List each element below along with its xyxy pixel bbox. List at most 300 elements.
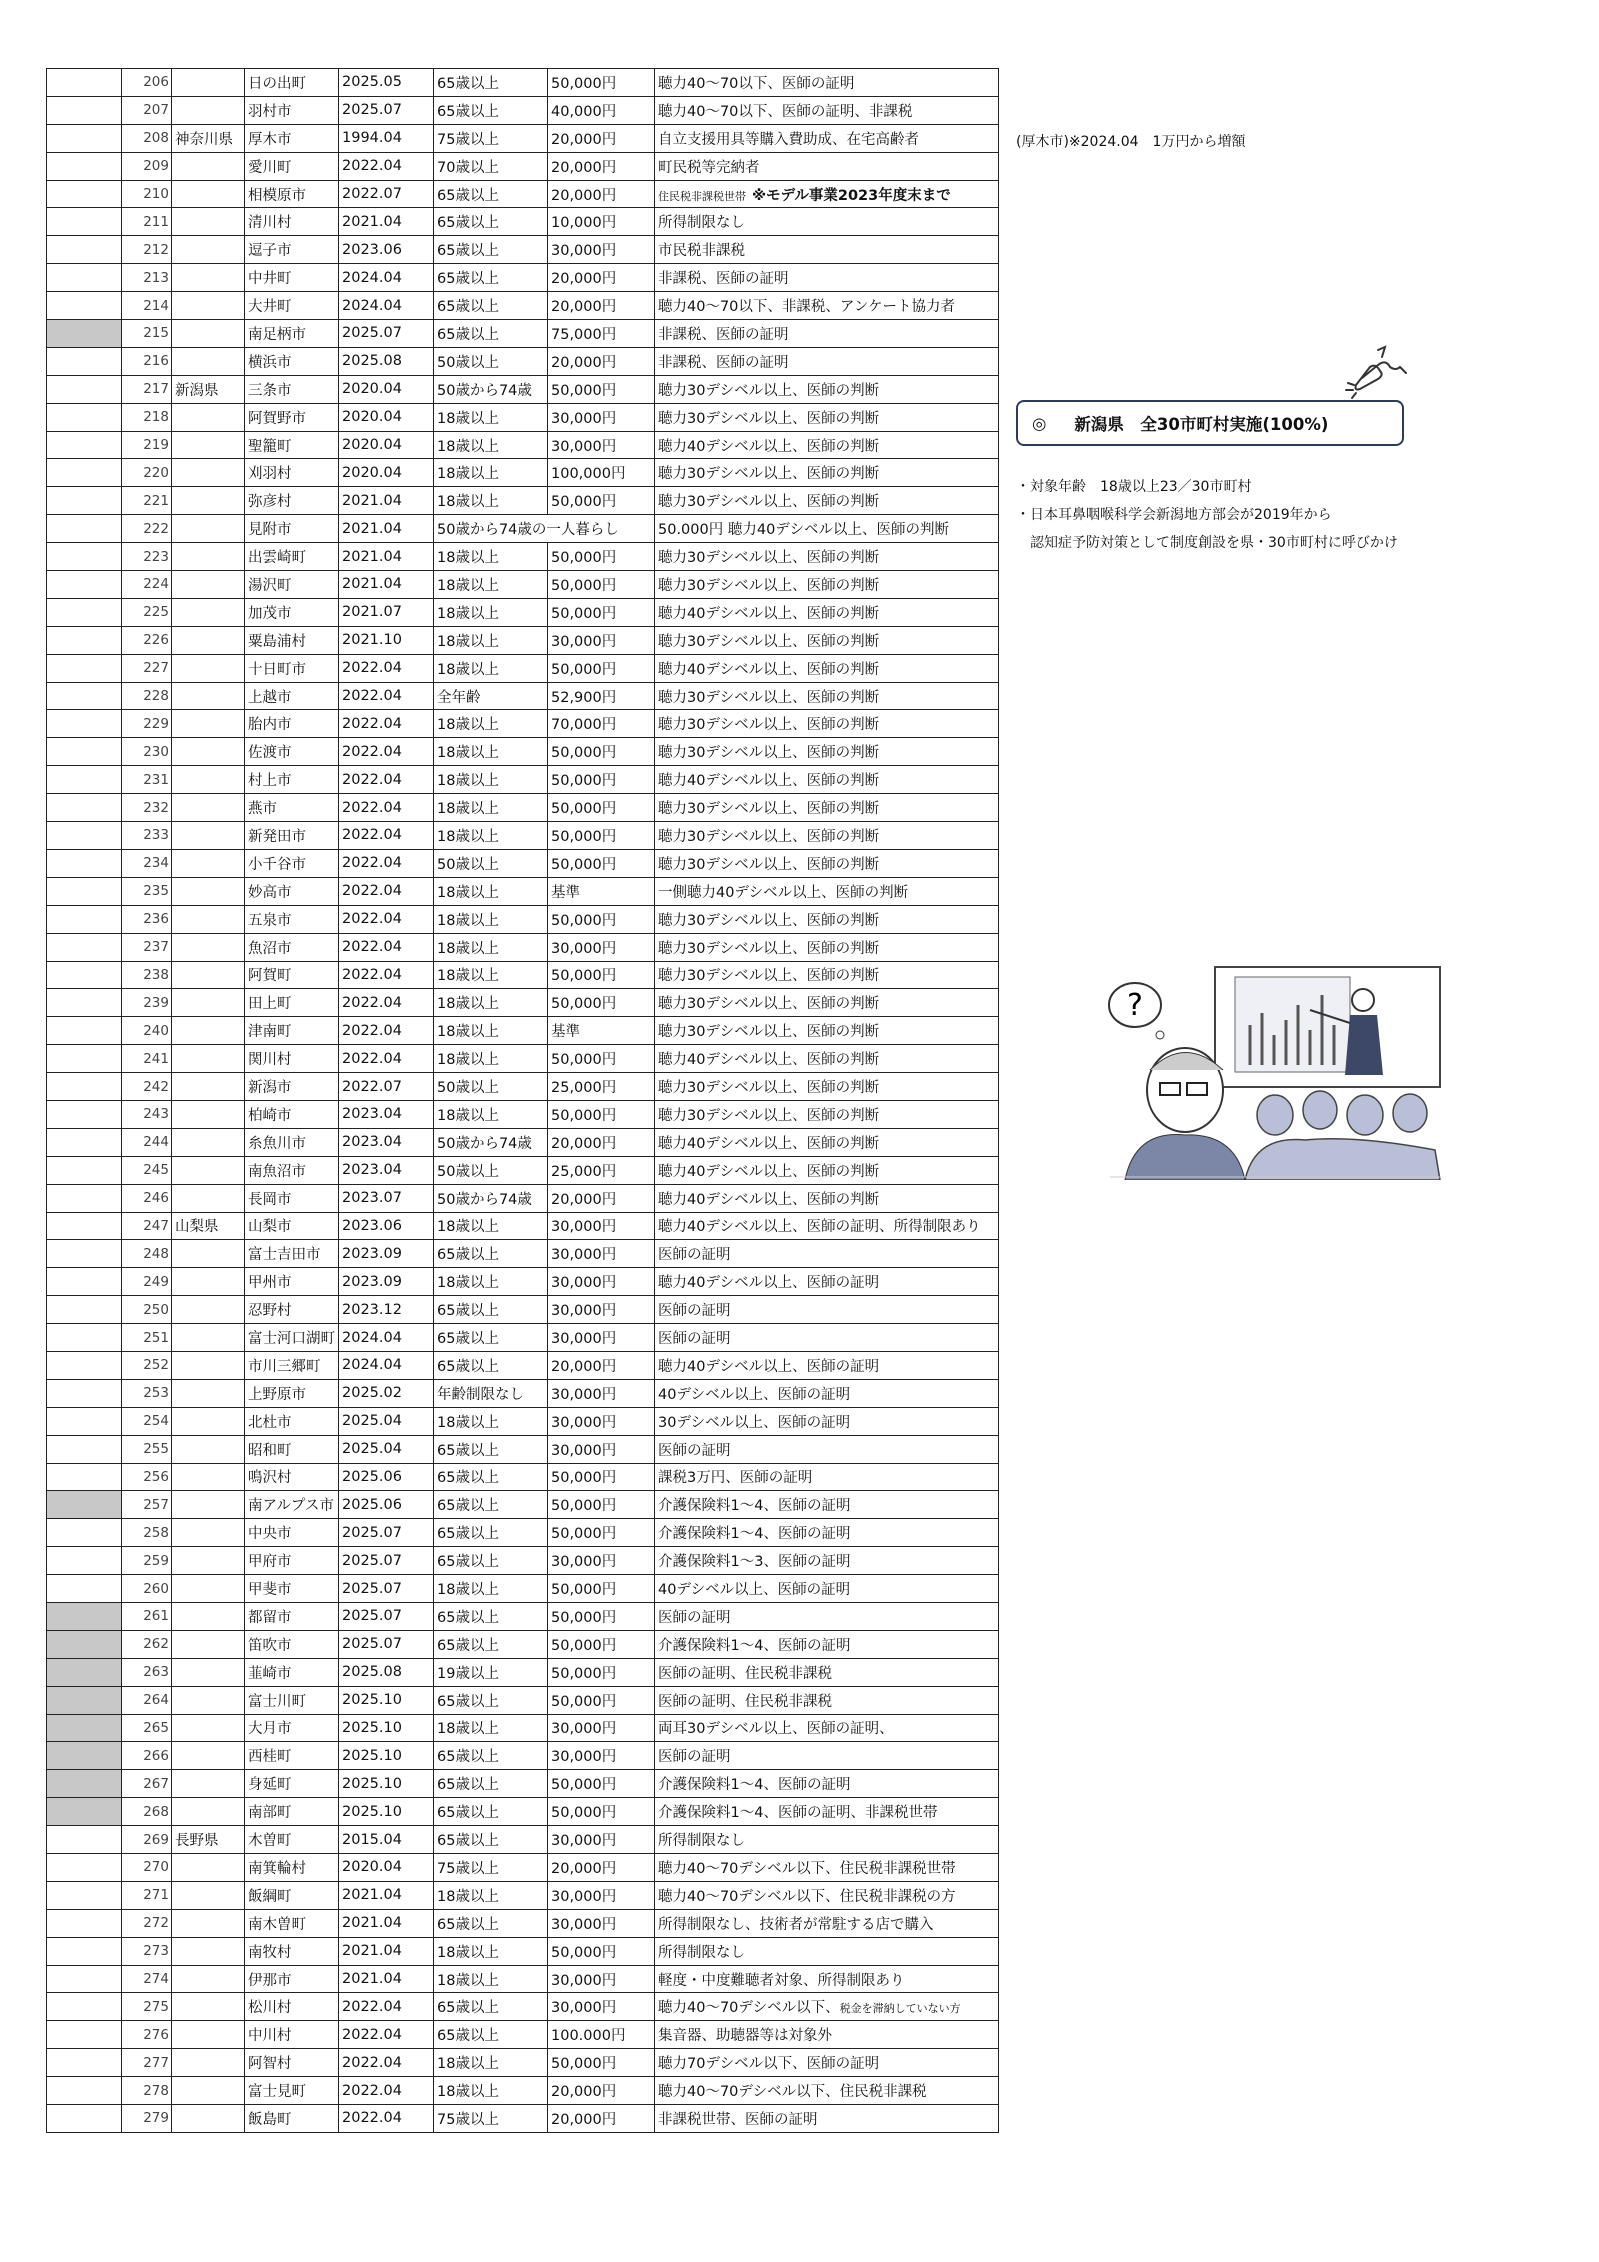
conditions-cell xyxy=(655,933,999,961)
row-number: 214 xyxy=(122,292,172,320)
row-marker xyxy=(47,96,122,124)
table-row xyxy=(47,1575,999,1603)
row-marker xyxy=(47,69,122,97)
amount-cell: 50,000円 xyxy=(548,69,655,97)
conditions-cell xyxy=(655,905,999,933)
row-marker xyxy=(47,1156,122,1184)
row-number: 272 xyxy=(122,1909,172,1937)
row-number: 219 xyxy=(122,431,172,459)
row-marker xyxy=(47,1240,122,1268)
eligible-age-cell: 18歳以上 xyxy=(434,1045,548,1073)
conditions-text: 聴力30デシベル以上、医師の判断 xyxy=(658,577,880,594)
municipality-cell: 富士河口湖町 xyxy=(245,1324,339,1352)
prefecture-cell xyxy=(172,571,245,599)
start-date-cell: 2020.04 xyxy=(339,375,434,403)
table-row xyxy=(47,1463,999,1491)
conditions-text: 集音器、助聴器等は対象外 xyxy=(658,2028,832,2045)
prefecture-cell xyxy=(172,2105,245,2133)
amount-cell: 50,000円 xyxy=(548,1770,655,1798)
conditions-text: 聴力30デシベル以上、医師の判断 xyxy=(658,1080,880,1096)
row-number: 225 xyxy=(122,598,172,626)
eligible-age-cell: 65歳以上 xyxy=(434,1993,548,2021)
amount-cell: 50,000円 xyxy=(548,794,655,822)
row-number: 237 xyxy=(122,933,172,961)
conditions-cell xyxy=(655,2049,999,2077)
table-row xyxy=(47,1379,999,1407)
start-date-cell: 2022.04 xyxy=(339,877,434,905)
prefecture-cell: 神奈川県 xyxy=(172,124,245,152)
municipality-cell: 田上町 xyxy=(245,989,339,1017)
table-row xyxy=(47,292,999,320)
conditions-cell xyxy=(655,1686,999,1714)
table-row xyxy=(47,236,999,264)
municipality-cell: 日の出町 xyxy=(245,69,339,97)
eligible-age-cell: 18歳以上 xyxy=(434,1407,548,1435)
amount-cell: 50,000円 xyxy=(548,487,655,515)
conditions-text: 聴力40デシベル以上、医師の判断 xyxy=(658,1135,880,1152)
row-number: 241 xyxy=(122,1045,172,1073)
table-row xyxy=(47,1435,999,1463)
table-row xyxy=(47,375,999,403)
start-date-cell: 2022.04 xyxy=(339,1993,434,2021)
start-date-cell: 2021.07 xyxy=(339,598,434,626)
prefecture-cell xyxy=(172,264,245,292)
conditions-cell xyxy=(655,1017,999,1045)
conditions-text: 聴力40～70以下、医師の証明、非課税 xyxy=(658,103,913,120)
conditions-text: 非課税、医師の証明 xyxy=(658,271,789,288)
table-row xyxy=(47,2077,999,2105)
row-number: 260 xyxy=(122,1575,172,1603)
start-date-cell: 2023.06 xyxy=(339,236,434,264)
row-marker xyxy=(47,1881,122,1909)
amount-cell: 50,000円 xyxy=(548,766,655,794)
conditions-cell xyxy=(655,989,999,1017)
row-marker xyxy=(47,933,122,961)
conditions-cell xyxy=(655,1826,999,1854)
start-date-cell: 2025.07 xyxy=(339,1602,434,1630)
table-row xyxy=(47,710,999,738)
amount-cell: 基準 xyxy=(548,1017,655,1045)
amount-cell: 30,000円 xyxy=(548,1324,655,1352)
table-row xyxy=(47,124,999,152)
conditions-text: 聴力40デシベル以上、医師の判断 xyxy=(658,1163,880,1180)
prefecture-cell xyxy=(172,1547,245,1575)
table-row xyxy=(47,543,999,571)
amount-cell: 20,000円 xyxy=(548,1184,655,1212)
conditions-cell xyxy=(655,1184,999,1212)
eligible-age-cell: 50歳から74歳の一人暮らし xyxy=(434,515,655,543)
conditions-text: 40デシベル以上、医師の証明 xyxy=(658,1386,851,1403)
prefecture-cell xyxy=(172,292,245,320)
prefecture-cell xyxy=(172,1686,245,1714)
amount-cell: 25,000円 xyxy=(548,1156,655,1184)
start-date-cell: 2025.07 xyxy=(339,1630,434,1658)
conditions-text: 聴力40～70デシベル以下、住民税非課税の方 xyxy=(658,1888,956,1905)
eligible-age-cell: 50歳から74歳 xyxy=(434,375,548,403)
start-date-cell: 2025.02 xyxy=(339,1379,434,1407)
amount-cell: 30,000円 xyxy=(548,1993,655,2021)
row-number: 239 xyxy=(122,989,172,1017)
municipality-cell: 湯沢町 xyxy=(245,571,339,599)
row-number: 255 xyxy=(122,1435,172,1463)
eligible-age-cell: 18歳以上 xyxy=(434,403,548,431)
prefecture-cell xyxy=(172,1881,245,1909)
prefecture-cell xyxy=(172,1435,245,1463)
conditions-text: 介護保険料1～4、医師の証明 xyxy=(658,1637,851,1654)
conditions-text: 聴力40デシベル以上、医師の判断 xyxy=(658,773,880,790)
row-marker xyxy=(47,1909,122,1937)
start-date-cell: 2020.04 xyxy=(339,431,434,459)
conditions-cell xyxy=(655,766,999,794)
municipality-cell: 上野原市 xyxy=(245,1379,339,1407)
start-date-cell: 2020.04 xyxy=(339,403,434,431)
prefecture-cell xyxy=(172,1240,245,1268)
municipality-cell: 出雲崎町 xyxy=(245,543,339,571)
prefecture-cell xyxy=(172,1268,245,1296)
municipality-cell: 弥彦村 xyxy=(245,487,339,515)
prefecture-cell xyxy=(172,543,245,571)
municipality-cell: 富士吉田市 xyxy=(245,1240,339,1268)
table-row xyxy=(47,264,999,292)
start-date-cell: 2022.07 xyxy=(339,1073,434,1101)
municipality-cell: 逗子市 xyxy=(245,236,339,264)
conditions-cell xyxy=(655,431,999,459)
municipality-cell: 糸魚川市 xyxy=(245,1128,339,1156)
row-number: 242 xyxy=(122,1073,172,1101)
row-number: 271 xyxy=(122,1881,172,1909)
prefecture-cell xyxy=(172,1407,245,1435)
row-marker xyxy=(47,1184,122,1212)
amount-cell: 75,000円 xyxy=(548,320,655,348)
conditions-cell xyxy=(655,152,999,180)
conditions-cell xyxy=(655,1100,999,1128)
presenter-body xyxy=(1345,1015,1383,1075)
municipality-cell: 南箕輪村 xyxy=(245,1854,339,1882)
row-number: 223 xyxy=(122,543,172,571)
amount-cell: 50,000円 xyxy=(548,543,655,571)
conditions-remark: 税金を滞納していない方 xyxy=(839,2002,961,2016)
table-row xyxy=(47,1407,999,1435)
row-number: 234 xyxy=(122,849,172,877)
row-marker xyxy=(47,459,122,487)
row-marker xyxy=(47,1351,122,1379)
amount-cell: 50,000円 xyxy=(548,1491,655,1519)
table-row xyxy=(47,1296,999,1324)
start-date-cell: 2025.04 xyxy=(339,1407,434,1435)
prefecture-cell xyxy=(172,1379,245,1407)
prefecture-cell xyxy=(172,989,245,1017)
eligible-age-cell: 18歳以上 xyxy=(434,877,548,905)
amount-cell: 30,000円 xyxy=(548,431,655,459)
eligible-age-cell: 65歳以上 xyxy=(434,1435,548,1463)
table-row xyxy=(47,1156,999,1184)
start-date-cell: 2025.07 xyxy=(339,1519,434,1547)
table-row xyxy=(47,654,999,682)
row-number: 250 xyxy=(122,1296,172,1324)
conditions-text: 聴力30デシベル以上、医師の判断 xyxy=(658,494,880,511)
start-date-cell: 2023.04 xyxy=(339,1128,434,1156)
start-date-cell: 2022.04 xyxy=(339,1017,434,1045)
prefecture-cell xyxy=(172,1937,245,1965)
conditions-cell xyxy=(655,1351,999,1379)
conditions-cell xyxy=(655,1658,999,1686)
prefecture-cell xyxy=(172,320,245,348)
amount-cell: 20,000円 xyxy=(548,180,655,208)
amount-cell: 20,000円 xyxy=(548,347,655,375)
amount-cell: 50,000円 xyxy=(548,654,655,682)
amount-cell: 30,000円 xyxy=(548,1826,655,1854)
amount-cell: 50,000円 xyxy=(548,849,655,877)
start-date-cell: 2025.07 xyxy=(339,320,434,348)
table-row xyxy=(47,1826,999,1854)
start-date-cell: 2022.04 xyxy=(339,794,434,822)
conditions-cell xyxy=(655,738,999,766)
prefecture-cell xyxy=(172,2049,245,2077)
row-number: 251 xyxy=(122,1324,172,1352)
amount-cell: 50,000円 xyxy=(548,738,655,766)
municipality-cell: 阿智村 xyxy=(245,2049,339,2077)
row-marker xyxy=(47,1017,122,1045)
prefecture-cell xyxy=(172,626,245,654)
table-row xyxy=(47,1100,999,1128)
eligible-age-cell: 65歳以上 xyxy=(434,264,548,292)
conditions-text: 介護保険料1～3、医師の証明 xyxy=(658,1554,851,1571)
amount-cell: 50,000円 xyxy=(548,598,655,626)
row-number: 257 xyxy=(122,1491,172,1519)
eligible-age-cell: 18歳以上 xyxy=(434,431,548,459)
amount-cell: 20,000円 xyxy=(548,152,655,180)
conditions-text: 聴力30デシベル以上、医師の判断 xyxy=(658,689,880,706)
row-number: 240 xyxy=(122,1017,172,1045)
prefecture-cell xyxy=(172,1184,245,1212)
eligible-age-cell: 18歳以上 xyxy=(434,1881,548,1909)
conditions-cell xyxy=(655,1575,999,1603)
row-marker xyxy=(47,1630,122,1658)
row-marker xyxy=(47,1575,122,1603)
question-mark: ? xyxy=(1127,988,1143,1023)
conditions-cell xyxy=(655,375,999,403)
conditions-cell xyxy=(655,1268,999,1296)
start-date-cell: 2025.07 xyxy=(339,1547,434,1575)
table-row xyxy=(47,877,999,905)
eligible-age-cell: 65歳以上 xyxy=(434,1519,548,1547)
row-marker xyxy=(47,1602,122,1630)
row-number: 273 xyxy=(122,1937,172,1965)
conditions-text: 医師の証明 xyxy=(658,1442,731,1459)
prefecture-cell xyxy=(172,2077,245,2105)
row-marker xyxy=(47,989,122,1017)
table-row xyxy=(47,1268,999,1296)
table-row xyxy=(47,2105,999,2133)
conditions-text: 聴力30デシベル以上、医師の判断 xyxy=(658,996,880,1013)
conditions-cell xyxy=(655,1156,999,1184)
municipality-cell: 胎内市 xyxy=(245,710,339,738)
eligible-age-cell: 65歳以上 xyxy=(434,1491,548,1519)
table-row xyxy=(47,487,999,515)
table-row xyxy=(47,1770,999,1798)
municipality-cell: 刈羽村 xyxy=(245,459,339,487)
amount-cell: 50,000円 xyxy=(548,989,655,1017)
municipality-cell: 愛川町 xyxy=(245,152,339,180)
municipality-cell: 加茂市 xyxy=(245,598,339,626)
row-number: 275 xyxy=(122,1993,172,2021)
conditions-cell xyxy=(655,1798,999,1826)
prefecture-cell xyxy=(172,431,245,459)
amount-cell: 50,000円 xyxy=(548,2049,655,2077)
eligible-age-cell: 65歳以上 xyxy=(434,1686,548,1714)
eligible-age-cell: 50歳以上 xyxy=(434,1073,548,1101)
row-number: 235 xyxy=(122,877,172,905)
amount-cell: 30,000円 xyxy=(548,236,655,264)
eligible-age-cell: 65歳以上 xyxy=(434,208,548,236)
conditions-cell xyxy=(655,180,999,208)
prefecture-cell xyxy=(172,710,245,738)
conditions-text: 聴力30デシベル以上、医師の判断 xyxy=(658,912,880,929)
conditions-text: 住民税非課税世帯 xyxy=(658,189,746,203)
eligible-age-cell: 18歳以上 xyxy=(434,1937,548,1965)
conditions-text: 40デシベル以上、医師の証明 xyxy=(658,1582,851,1599)
row-number: 217 xyxy=(122,375,172,403)
amount-cell: 20,000円 xyxy=(548,124,655,152)
amount-cell: 30,000円 xyxy=(548,1547,655,1575)
prefecture-cell xyxy=(172,766,245,794)
row-marker xyxy=(47,403,122,431)
municipality-cell: 昭和町 xyxy=(245,1435,339,1463)
row-marker xyxy=(47,1212,122,1240)
eligible-age-cell: 65歳以上 xyxy=(434,1602,548,1630)
row-number: 278 xyxy=(122,2077,172,2105)
municipality-cell: 燕市 xyxy=(245,794,339,822)
municipality-cell: 大月市 xyxy=(245,1714,339,1742)
start-date-cell: 2021.04 xyxy=(339,515,434,543)
eligible-age-cell: 18歳以上 xyxy=(434,626,548,654)
start-date-cell: 2021.04 xyxy=(339,543,434,571)
eligible-age-cell: 65歳以上 xyxy=(434,1826,548,1854)
row-marker xyxy=(47,1045,122,1073)
amount-cell: 20,000円 xyxy=(548,1854,655,1882)
eligible-age-cell: 18歳以上 xyxy=(434,1212,548,1240)
eligible-age-cell: 18歳以上 xyxy=(434,989,548,1017)
amount-cell: 50,000円 xyxy=(548,961,655,989)
amount-cell: 30,000円 xyxy=(548,1407,655,1435)
eligible-age-cell: 18歳以上 xyxy=(434,905,548,933)
conditions-cell xyxy=(655,320,999,348)
start-date-cell: 2025.06 xyxy=(339,1463,434,1491)
municipality-cell: 関川村 xyxy=(245,1045,339,1073)
row-marker xyxy=(47,710,122,738)
start-date-cell: 2021.04 xyxy=(339,1881,434,1909)
row-number: 254 xyxy=(122,1407,172,1435)
double-circle-icon: ◎ xyxy=(1032,413,1047,433)
municipality-cell: 長岡市 xyxy=(245,1184,339,1212)
conditions-text: 聴力40～70デシベル以下、住民税非課税 xyxy=(658,2084,927,2101)
prefecture-cell xyxy=(172,1491,245,1519)
row-marker xyxy=(47,487,122,515)
table-row xyxy=(47,403,999,431)
row-number: 215 xyxy=(122,320,172,348)
start-date-cell: 2020.04 xyxy=(339,459,434,487)
conditions-text: 聴力30デシベル以上、医師の判断 xyxy=(658,828,880,845)
eligible-age-cell: 18歳以上 xyxy=(434,822,548,850)
row-number: 233 xyxy=(122,822,172,850)
row-number: 263 xyxy=(122,1658,172,1686)
table-row xyxy=(47,905,999,933)
eligible-age-cell: 65歳以上 xyxy=(434,1351,548,1379)
table-row xyxy=(47,1073,999,1101)
eligible-age-cell: 50歳以上 xyxy=(434,1156,548,1184)
eligible-age-cell: 年齢制限なし xyxy=(434,1379,548,1407)
conditions-cell xyxy=(655,654,999,682)
conditions-text: 聴力30デシベル以上、医師の判断 xyxy=(658,940,880,957)
prefecture-cell xyxy=(172,598,245,626)
conditions-text: 医師の証明 xyxy=(658,1247,731,1264)
eligible-age-cell: 18歳以上 xyxy=(434,1017,548,1045)
eligible-age-cell: 65歳以上 xyxy=(434,2021,548,2049)
conditions-text: 医師の証明 xyxy=(658,1331,731,1348)
prefecture-cell xyxy=(172,1909,245,1937)
municipality-cell: 西桂町 xyxy=(245,1742,339,1770)
row-marker xyxy=(47,347,122,375)
amount-cell: 100.000円 xyxy=(548,2021,655,2049)
eligible-age-cell: 18歳以上 xyxy=(434,738,548,766)
municipality-cell: 中川村 xyxy=(245,2021,339,2049)
conditions-text: 聴力40デシベル以上、医師の判断 xyxy=(658,661,880,678)
municipality-cell: 十日町市 xyxy=(245,654,339,682)
row-marker xyxy=(47,1128,122,1156)
table-row xyxy=(47,208,999,236)
eligible-age-cell: 65歳以上 xyxy=(434,320,548,348)
row-number: 274 xyxy=(122,1965,172,1993)
conditions-text: 介護保険料1～4、医師の証明 xyxy=(658,1777,851,1794)
row-marker xyxy=(47,1965,122,1993)
amount-cell: 30,000円 xyxy=(548,1268,655,1296)
prefecture-cell xyxy=(172,347,245,375)
eligible-age-cell: 50歳から74歳 xyxy=(434,1128,548,1156)
niigata-summary-box xyxy=(1016,400,1404,446)
start-date-cell: 2022.04 xyxy=(339,710,434,738)
amount-cell: 30,000円 xyxy=(548,1212,655,1240)
row-marker xyxy=(47,1798,122,1826)
conditions-text: 聴力30デシベル以上、医師の判断 xyxy=(658,382,880,399)
table-row xyxy=(47,626,999,654)
municipality-cell: 相模原市 xyxy=(245,180,339,208)
table-row xyxy=(47,320,999,348)
row-number: 246 xyxy=(122,1184,172,1212)
municipality-cell: 中井町 xyxy=(245,264,339,292)
eligible-age-cell: 18歳以上 xyxy=(434,710,548,738)
table-row xyxy=(47,1965,999,1993)
prefecture-cell xyxy=(172,1351,245,1379)
conditions-text: 聴力40デシベル以上、医師の判断 xyxy=(658,1052,880,1069)
row-number: 252 xyxy=(122,1351,172,1379)
table-row xyxy=(47,794,999,822)
start-date-cell: 2024.04 xyxy=(339,264,434,292)
row-number: 266 xyxy=(122,1742,172,1770)
row-marker xyxy=(47,794,122,822)
start-date-cell: 2022.04 xyxy=(339,2049,434,2077)
row-marker xyxy=(47,738,122,766)
row-marker xyxy=(47,1714,122,1742)
eligible-age-cell: 50歳以上 xyxy=(434,849,548,877)
start-date-cell: 2025.10 xyxy=(339,1798,434,1826)
start-date-cell: 2022.04 xyxy=(339,1045,434,1073)
start-date-cell: 2022.04 xyxy=(339,933,434,961)
conditions-text: 所得制限なし xyxy=(658,1833,745,1850)
row-number: 236 xyxy=(122,905,172,933)
start-date-cell: 2022.04 xyxy=(339,766,434,794)
table-row xyxy=(47,515,999,543)
row-number: 216 xyxy=(122,347,172,375)
